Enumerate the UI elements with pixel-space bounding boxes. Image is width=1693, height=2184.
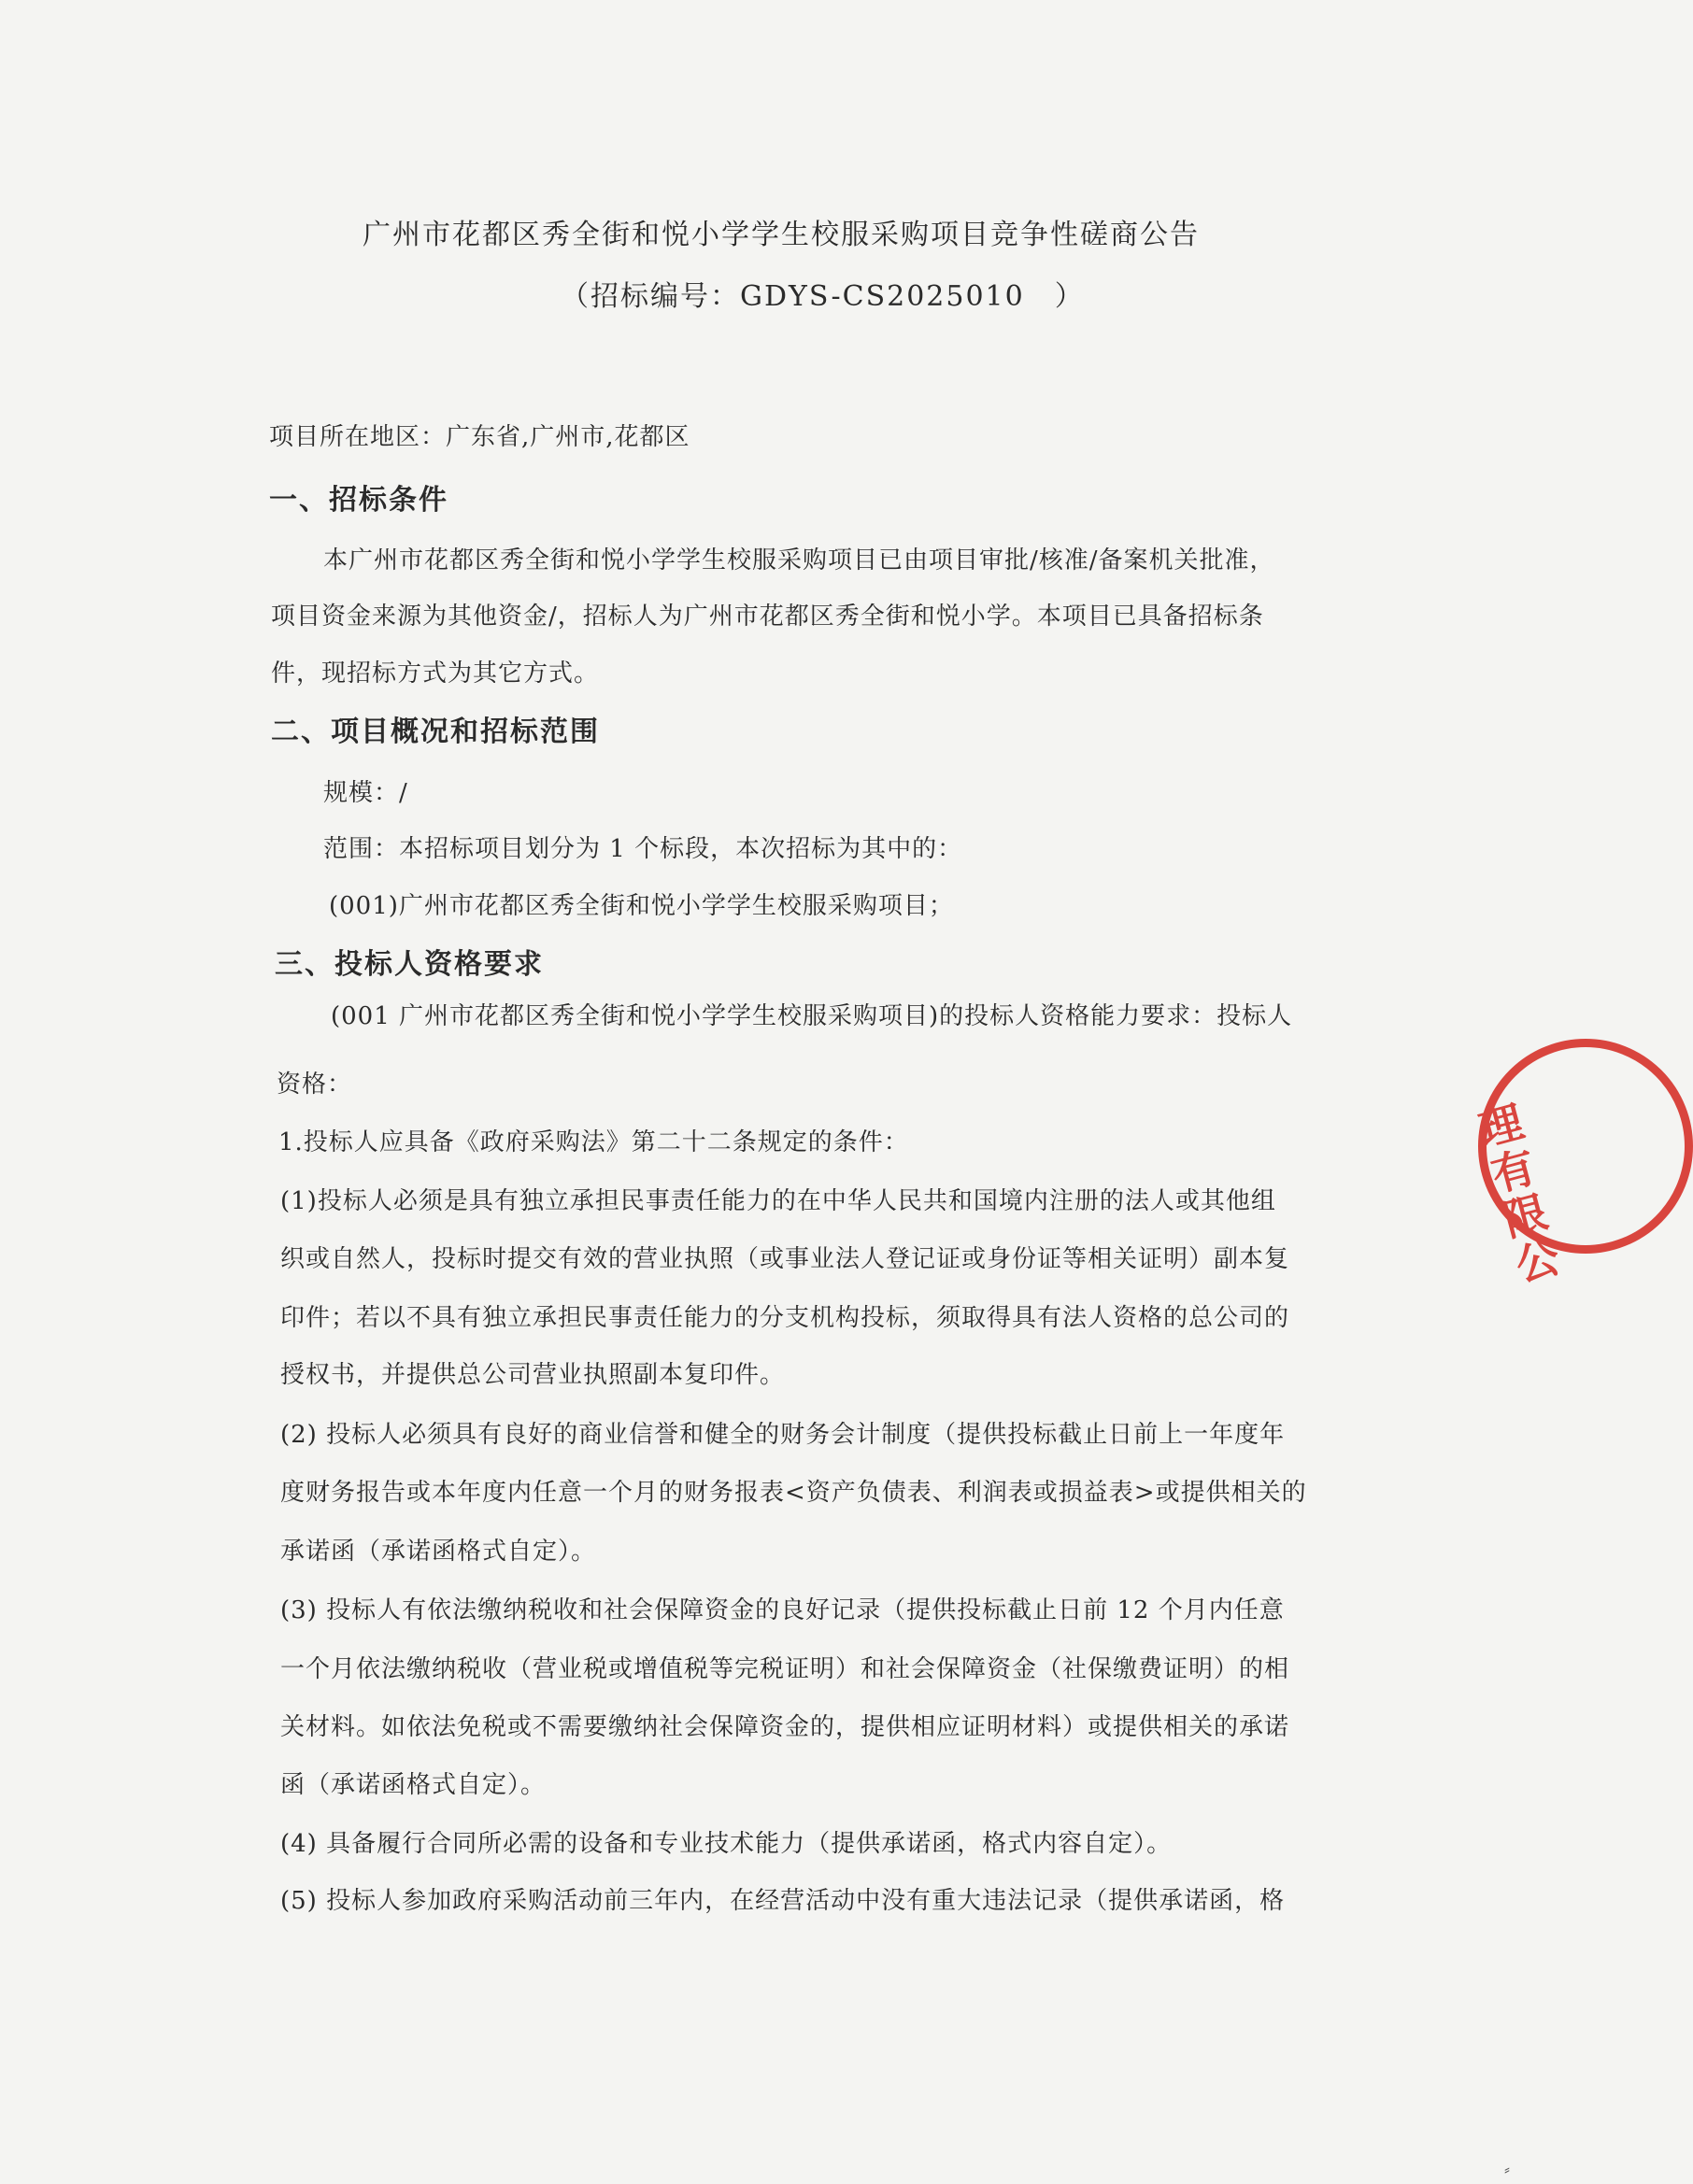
corner-mark: ⸗	[1504, 2160, 1510, 2179]
paragraph-line: 函（承诺函格式自定）。	[280, 1771, 547, 1799]
paragraph-line: 印件；若以不具有独立承担民事责任能力的分支机构投标，须取得具有法人资格的总公司的	[280, 1304, 1290, 1332]
paragraph-line: 资格：	[277, 1071, 353, 1099]
paragraph-line: 承诺函（承诺函格式自定）。	[280, 1538, 597, 1566]
paragraph-line: 项目资金来源为其他资金/，招标人为广州市花都区秀全街和悦小学。本项目已具备招标条	[271, 603, 1264, 631]
paragraph-line: 度财务报告或本年度内任意一个月的财务报表<资产负债表、利润表或损益表>或提供相关的	[280, 1479, 1307, 1507]
paragraph-line: 件，现招标方式为其它方式。	[271, 659, 600, 688]
paragraph-line: (3) 投标人有依法缴纳税收和社会保障资金的良好记录（提供投标截止日前 12 个月内任意	[280, 1596, 1285, 1624]
paragraph-line: (001)广州市花都区秀全街和悦小学学生校服采购项目；	[329, 892, 954, 920]
paragraph-line: (5) 投标人参加政府采购活动前三年内，在经营活动中没有重大违法记录（提供承诺函，格	[280, 1887, 1286, 1915]
section-heading-1: 一、招标条件	[269, 484, 448, 517]
paragraph-line: (4) 具备履行合同所必需的设备和专业技术能力（提供承诺函，格式内容自定）。	[280, 1830, 1173, 1858]
page-title: 广州市花都区秀全街和悦小学学生校服采购项目竞争性磋商公告	[363, 219, 1200, 251]
company-seal	[1473, 1039, 1693, 1292]
paragraph-line: 规模：/	[323, 779, 408, 807]
paragraph-line: 关材料。如依法免税或不需要缴纳社会保障资金的，提供相应证明材料）或提供相关的承诺	[280, 1713, 1290, 1741]
paragraph-line: 织或自然人，投标时提交有效的营业执照（或事业法人登记证或身份证等相关证明）副本复	[280, 1245, 1290, 1273]
paragraph-line: 1.投标人应具备《政府采购法》第二十二条规定的条件：	[278, 1128, 909, 1156]
paragraph-line: (2) 投标人必须具有良好的商业信誉和健全的财务会计制度（提供投标截止日前上一年度年	[280, 1421, 1286, 1449]
paragraph-line: 授权书，并提供总公司营业执照副本复印件。	[280, 1361, 786, 1389]
paragraph-line: 一个月依法缴纳税收（营业税或增值税等完税证明）和社会保障资金（社保缴费证明）的相	[280, 1655, 1290, 1683]
section-heading-3: 三、投标人资格要求	[275, 948, 544, 981]
paragraph-line: (1)投标人必须是具有独立承担民事责任能力的在中华人民共和国境内注册的法人或其他组	[280, 1187, 1276, 1215]
bid-number: （招标编号：GDYS-CS2025010 ）	[561, 280, 1085, 313]
project-region: 项目所在地区：广东省,广州市,花都区	[269, 423, 690, 451]
paragraph-line: (001 广州市花都区秀全街和悦小学学生校服采购项目)的投标人资格能力要求：投标人	[331, 1002, 1293, 1030]
section-heading-2: 二、项目概况和招标范围	[271, 716, 600, 748]
paragraph-line: 范围：本招标项目划分为 1 个标段，本次招标为其中的：	[323, 835, 963, 863]
seal-text: 理有限公	[1473, 1096, 1565, 1292]
paragraph-line: 本广州市花都区秀全街和悦小学学生校服采购项目已由项目审批/核准/备案机关批准，	[323, 546, 1275, 574]
